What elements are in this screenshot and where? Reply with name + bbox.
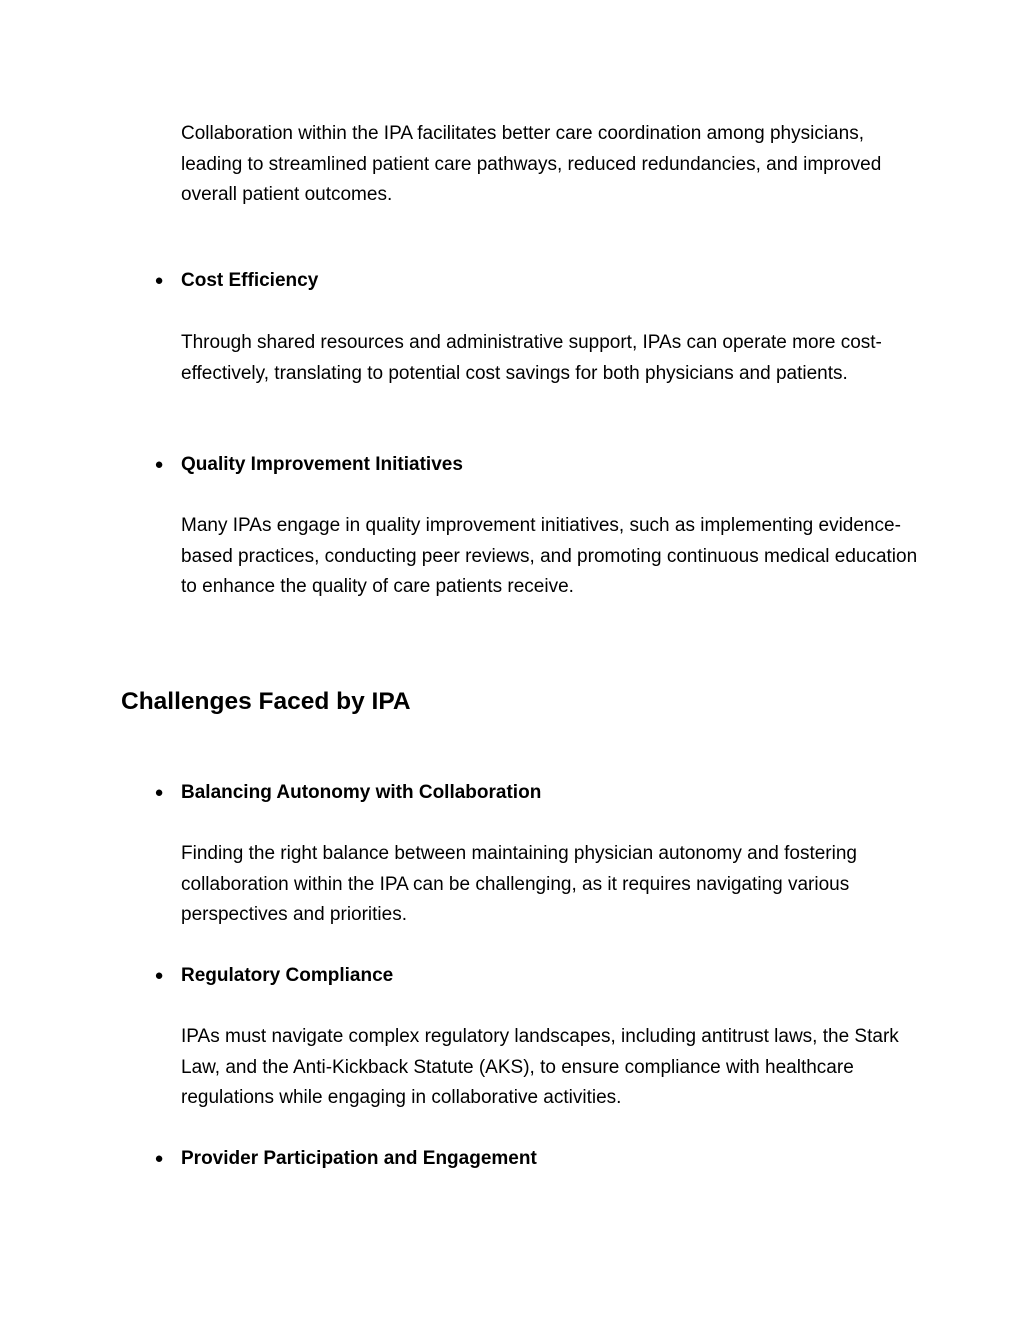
bullet-icon: ● (154, 1150, 164, 1167)
bullet-item-balancing-autonomy (152, 778, 912, 808)
bullet-item-cost-efficiency (152, 266, 912, 296)
bullet-icon: ● (154, 456, 164, 473)
regulatory-compliance-paragraph: IPAs must navigate complex regulatory landscapes, including antitrust laws, the Stark Law, and the Anti-Kickback Statute (AKS), to ensure compliance with healthcare regulations while engaging in collaborative activities. (181, 1026, 899, 1108)
bullet-item-provider-participation (152, 1144, 912, 1174)
bullet-title: Balancing Autonomy with Collaboration (181, 782, 542, 803)
bullet-title: Quality Improvement Initiatives (181, 454, 463, 475)
intro-paragraph: Collaboration within the IPA facilitates better care coordination among physicians, leading to streamlined patient care pathways, reduced redundancies, and improved overall patient outcomes. (181, 123, 882, 205)
section-heading: Challenges Faced by IPA (121, 688, 411, 715)
cost-efficiency-paragraph: Through shared resources and administrative support, IPAs can operate more cost-effectively, translating to potential cost savings for both physicians and patients. (181, 332, 882, 384)
bullet-icon: ● (154, 967, 164, 984)
bullet-title: Provider Participation and Engagement (181, 1148, 537, 1169)
balancing-autonomy-paragraph: Finding the right balance between maintaining physician autonomy and fostering collaboration within the IPA can be challenging, as it requires navigating various perspectives and priorities. (181, 843, 857, 925)
bullet-title: Cost Efficiency (181, 270, 319, 291)
bullet-item-regulatory-compliance (152, 961, 912, 991)
bullet-icon: ● (154, 272, 164, 289)
bullet-item-quality-improvement (152, 450, 912, 480)
bullet-title: Regulatory Compliance (181, 965, 394, 986)
quality-improvement-paragraph: Many IPAs engage in quality improvement initiatives, such as implementing evidence-based practices, conducting peer reviews, and promoting continuous medical education to enhance the quality of care patients receive. (181, 515, 918, 597)
bullet-icon: ● (154, 784, 164, 801)
